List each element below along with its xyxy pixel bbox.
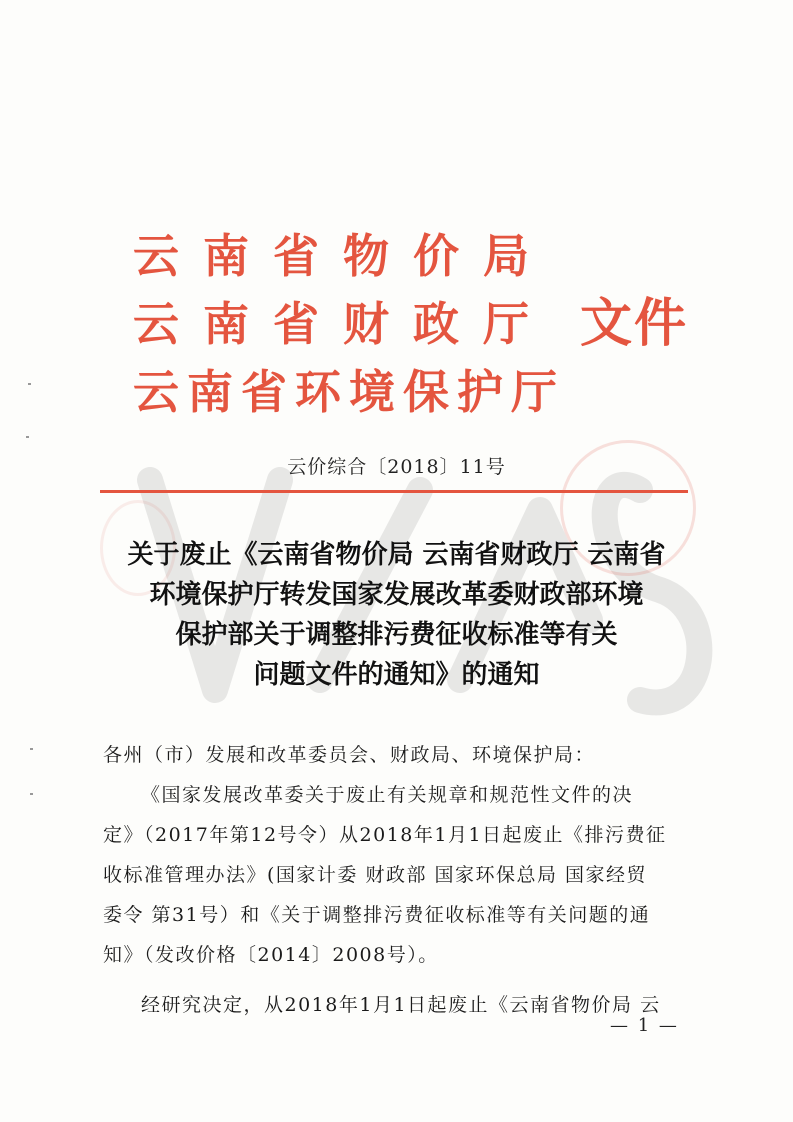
issuer-name: 云南省物价局 [133, 229, 553, 283]
page-number: — 1 — [610, 1015, 679, 1036]
title-line: 环境保护厅转发国家发展改革委财政部环境 [149, 580, 644, 610]
issuer-name: 云南省财政厅 [133, 297, 553, 351]
body-text-line: 知》（发改价格〔2014〕2008号）。 [103, 944, 439, 966]
issuer-block [133, 222, 563, 426]
document-number: 云价综合〔2018〕11号 [287, 456, 506, 478]
scan-speck [30, 793, 33, 795]
body-text-line: 《国家发展改革委关于废止有关规章和规范性文件的决 [141, 784, 634, 806]
body-text-line: 经研究决定，从2018年1月1日起废止《云南省物价局 云 [141, 994, 661, 1016]
title-line: 关于废止《云南省物价局 云南省财政厅 云南省 [127, 540, 666, 570]
title-line: 问题文件的通知》的通知 [253, 660, 540, 690]
document-title [90, 535, 703, 695]
title-line: 保护部关于调整排污费征收标准等有关 [175, 620, 618, 650]
body-text-line: 委令 第31号）和《关于调整排污费征收标准等有关问题的通 [103, 904, 651, 926]
scan-speck [26, 436, 29, 438]
scan-speck [30, 748, 33, 750]
salutation: 各州（市）发展和改革委员会、财政局、环境保护局： [103, 744, 596, 766]
red-divider-line [100, 490, 688, 493]
issuer-name: 云南省环境保护厅 [133, 365, 565, 419]
document-body [103, 735, 691, 1025]
body-text-line: 定》（2017年第12号令）从2018年1月1日起废止《排污费征 [103, 824, 667, 846]
scan-speck [28, 383, 31, 385]
document-kind-label: 文件 [580, 294, 689, 354]
body-text-line: 收标准管理办法》(国家计委 财政部 国家环保总局 国家经贸 [103, 864, 648, 886]
